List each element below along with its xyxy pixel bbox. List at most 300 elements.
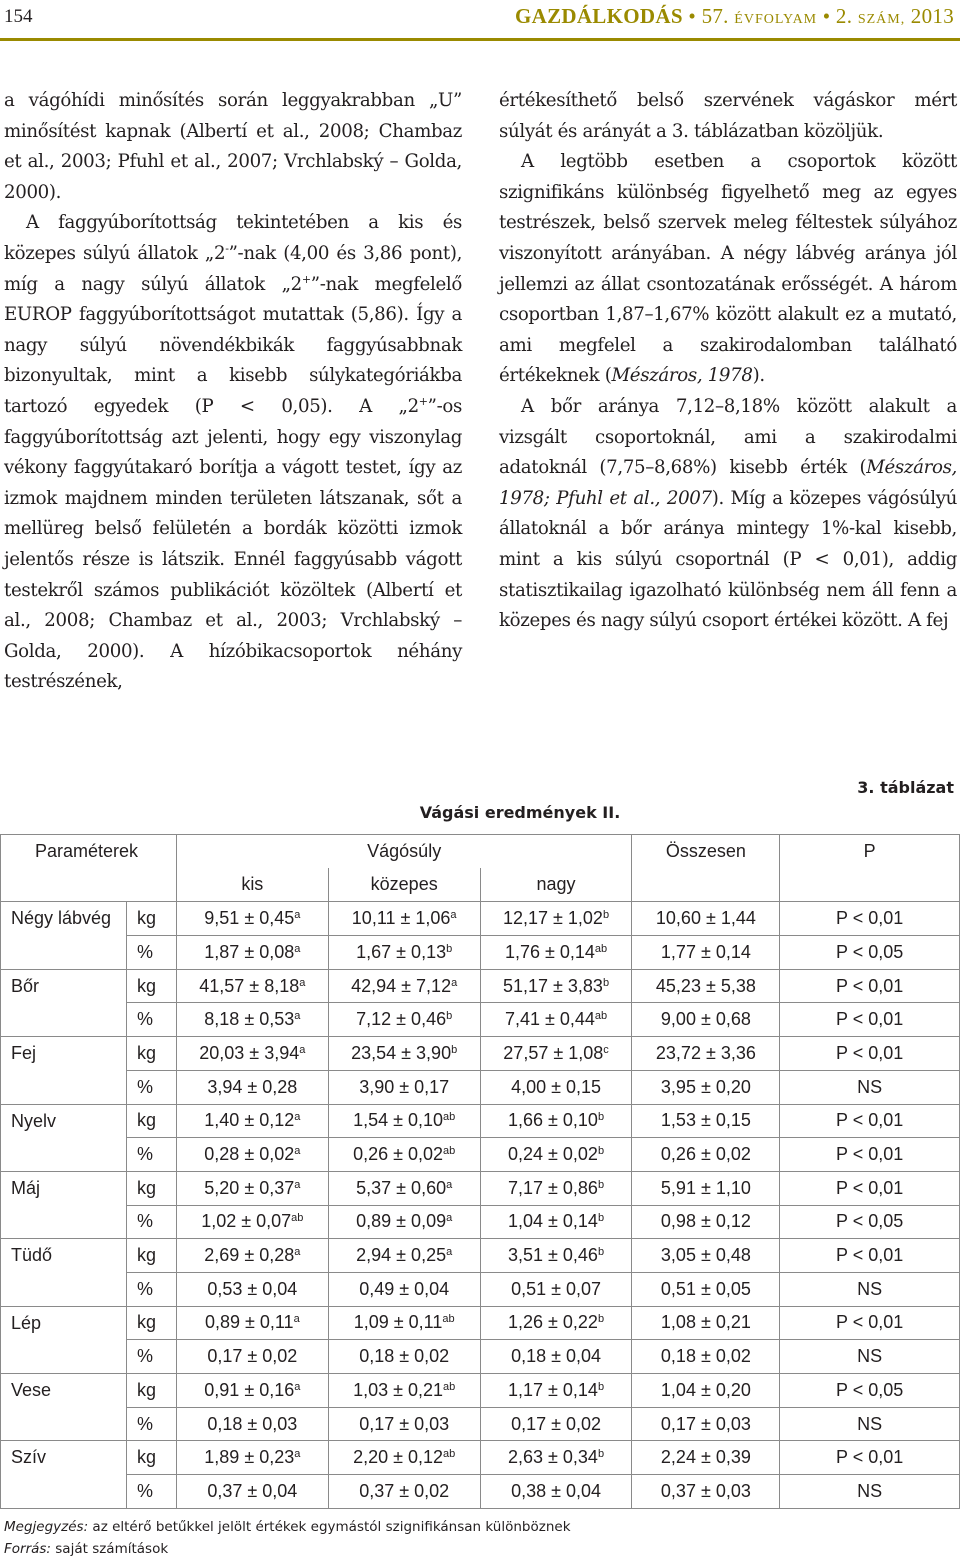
cell-osszesen-value: 5,91 ± 1,10 [660, 1177, 751, 1198]
cell-unit-value: % [136, 1076, 153, 1097]
cell-osszesen-value: 10,60 ± 1,44 [655, 908, 756, 929]
cell-kis [176, 1171, 328, 1205]
cell-kozepes-significance: ab [443, 1448, 456, 1461]
cell-parameter-value: Vese [11, 1380, 52, 1401]
cell-unit [126, 1374, 176, 1408]
volume-word: ÉVFOLYAM [734, 12, 818, 27]
cell-kozepes-value: 5,37 ± 0,60 [356, 1177, 447, 1198]
left-p2-part-b: ”-nak (4,00 és 3,86 pont), míg a nagy súlyú állatok „2 [4, 242, 462, 295]
cell-nagy [480, 1475, 632, 1509]
cell-unit [126, 1037, 176, 1071]
cell-osszesen [632, 902, 780, 936]
cell-osszesen [632, 1138, 780, 1172]
cell-nagy [480, 1104, 632, 1138]
cell-kozepes [328, 902, 480, 936]
cell-parameter-value: Fej [11, 1043, 37, 1064]
subheader-kozepes: közepes [328, 868, 480, 902]
cell-osszesen [632, 1037, 780, 1071]
cell-unit-value: kg [136, 1447, 156, 1468]
cell-nagy [480, 1138, 632, 1172]
cell-kozepes-significance: a [446, 1178, 453, 1191]
cell-kis [176, 1340, 328, 1374]
cell-osszesen-value: 0,18 ± 0,02 [660, 1346, 751, 1367]
cell-nagy [480, 1003, 632, 1037]
cell-osszesen-value: 1,08 ± 0,21 [660, 1312, 751, 1333]
cell-parameter [1, 1037, 127, 1071]
cell-nagy-significance: b [597, 1448, 605, 1461]
cell-parameter-value: Máj [11, 1177, 41, 1198]
table-row [1, 1138, 960, 1172]
cell-kis-significance: a [299, 1043, 306, 1056]
table-row [1, 1407, 960, 1441]
cell-kis-significance: a [294, 942, 301, 955]
cell-kis-value: 0,37 ± 0,04 [207, 1480, 298, 1501]
table-row [1, 1037, 960, 1071]
right-paragraph-2 [499, 147, 957, 392]
cell-osszesen-value: 0,26 ± 0,02 [660, 1144, 751, 1165]
header-osszesen: Összesen [632, 835, 780, 869]
table-row [1, 969, 960, 1003]
cell-p-value [780, 1037, 960, 1071]
cell-p-value-value: NS [857, 1480, 883, 1501]
cell-p-value-value: P < 0,01 [836, 1447, 904, 1468]
cell-osszesen-value: 0,17 ± 0,03 [660, 1413, 751, 1434]
cell-unit-value: kg [136, 1177, 156, 1198]
cell-parameter [1, 1407, 127, 1441]
cell-kis-significance: a [294, 1111, 301, 1124]
cell-unit-value: % [136, 1211, 153, 1232]
cell-kozepes-value: 7,12 ± 0,46 [356, 1009, 447, 1030]
cell-kis-value: 20,03 ± 3,94 [199, 1042, 300, 1063]
cell-kozepes [328, 969, 480, 1003]
cell-osszesen-value: 0,37 ± 0,03 [660, 1480, 751, 1501]
cell-parameter [1, 1475, 127, 1509]
cell-nagy [480, 1374, 632, 1408]
right-paragraph-3 [499, 392, 957, 637]
cell-kis-value: 8,18 ± 0,53 [204, 1009, 295, 1030]
cell-kozepes-value: 0,18 ± 0,02 [359, 1346, 450, 1367]
cell-kis-value: 1,87 ± 0,08 [204, 941, 295, 962]
cell-kis-value: 0,89 ± 0,11 [204, 1312, 294, 1333]
cell-p-value-value: P < 0,05 [836, 1379, 904, 1400]
superscript-plus-2: + [418, 394, 428, 408]
table-row [1, 1205, 960, 1239]
cell-kozepes-value: 0,89 ± 0,09 [356, 1211, 447, 1232]
cell-kis-significance: a [294, 1010, 301, 1023]
page-header [0, 0, 960, 40]
cell-kozepes [328, 1171, 480, 1205]
cell-kozepes-significance: ab [443, 1111, 456, 1124]
cell-kis-value: 1,40 ± 0,12 [204, 1110, 295, 1131]
cell-nagy-value: 1,66 ± 0,10 [508, 1110, 598, 1131]
cell-p-value-value: P < 0,01 [836, 1009, 904, 1030]
cell-kozepes-value: 0,26 ± 0,02 [353, 1144, 444, 1165]
cell-p-value-value: P < 0,01 [836, 1177, 904, 1198]
cell-p-value-value: P < 0,05 [836, 941, 904, 962]
cell-osszesen-value: 3,95 ± 0,20 [660, 1076, 751, 1097]
cell-kozepes-significance: b [451, 1043, 458, 1056]
cell-kozepes-value: 3,90 ± 0,17 [359, 1076, 450, 1097]
cell-osszesen [632, 1003, 780, 1037]
table-row [1, 1070, 960, 1104]
superscript-plus: + [301, 272, 311, 286]
footnote-note-text: az eltérő betűkkel jelölt értékek egymástól szignifikánsan különböznek [88, 1519, 571, 1535]
table-subheader-row [1, 868, 960, 902]
journal-name: GAZDÁLKODÁS [514, 4, 683, 28]
table-row [1, 936, 960, 970]
cell-nagy-significance: b [597, 1313, 605, 1326]
cell-osszesen [632, 1441, 780, 1475]
cell-p-value-value: NS [857, 1278, 883, 1299]
cell-kis [176, 1205, 328, 1239]
cell-unit-value: kg [136, 1312, 156, 1333]
cell-unit-value: kg [136, 1245, 156, 1266]
left-p2-part-c: ”-nak megfelelő EUROP faggyúborítottságot mutattak (5,86). Így a nagy súlyú növendékbikák faggyúsabbnak bizonyultak, mint a kisebb súlykategóriákba tartozó egyedek (P < 0,05). A „2 [4, 273, 463, 417]
table-row [1, 902, 960, 936]
cell-kis [176, 1070, 328, 1104]
cell-parameter-value: Nyelv [11, 1110, 57, 1131]
cell-kozepes-significance: a [450, 909, 457, 922]
cell-parameter [1, 902, 127, 936]
cell-unit-value: kg [136, 1042, 156, 1063]
left-paragraph-1: a vágóhídi minősítés során leggyakrabban „U” minősítést kapnak (Albertí et al., 2008; Chambaz et al., 2003; Pfuhl et al., 2007; Vrchlabský – Golda, 2000). [4, 90, 462, 203]
cell-nagy-value: 0,18 ± 0,04 [511, 1346, 602, 1367]
cell-osszesen-value: 3,05 ± 0,48 [660, 1245, 751, 1266]
year: 2013 [910, 4, 954, 28]
cell-p-value-value: P < 0,05 [836, 1211, 904, 1232]
cell-parameter-value: Szív [11, 1447, 47, 1468]
footnote-source-label: Forrás: [4, 1541, 51, 1557]
left-p2-part-a: A faggyúborítottság tekintetében a kis és közepes súlyú állatok „2 [4, 212, 462, 264]
cell-kozepes-significance: b [446, 1010, 453, 1023]
cell-osszesen [632, 1306, 780, 1340]
cell-kozepes-value: 2,20 ± 0,12 [353, 1447, 444, 1468]
cell-unit-value: % [136, 1346, 153, 1367]
cell-p-value-value: P < 0,01 [836, 1144, 904, 1165]
cell-nagy [480, 1272, 632, 1306]
cell-kozepes [328, 1306, 480, 1340]
cell-kis [176, 1272, 328, 1306]
cell-kis [176, 936, 328, 970]
cell-parameter [1, 1340, 127, 1374]
right-paragraph-1: értékesíthető belső szervének vágáskor mért súlyát és arányát a 3. táblázatban közöljük. [499, 90, 957, 142]
cell-nagy-value: 4,00 ± 0,15 [511, 1076, 602, 1097]
issue-number: 2. [835, 4, 853, 28]
cell-p-value [780, 1407, 960, 1441]
cell-kozepes-value: 42,94 ± 7,12 [351, 975, 452, 996]
table-row [1, 1374, 960, 1408]
cell-nagy-significance: b [597, 1246, 605, 1259]
cell-osszesen [632, 1239, 780, 1273]
cell-kis [176, 969, 328, 1003]
table-row [1, 1475, 960, 1509]
cell-parameter [1, 1374, 127, 1408]
cell-kis-value: 0,53 ± 0,04 [207, 1278, 298, 1299]
table-header-row [1, 835, 960, 869]
cell-kozepes-value: 0,17 ± 0,03 [359, 1413, 450, 1434]
cell-unit [126, 969, 176, 1003]
cell-kozepes-value: 2,94 ± 0,25 [356, 1245, 447, 1266]
cell-kis [176, 1374, 328, 1408]
cell-nagy-value: 3,51 ± 0,46 [508, 1245, 598, 1266]
table-row [1, 1171, 960, 1205]
cell-p-value [780, 1003, 960, 1037]
cell-unit-value: % [136, 1413, 153, 1434]
superscript-minus: - [225, 241, 229, 255]
cell-osszesen-value: 9,00 ± 0,68 [660, 1009, 751, 1030]
cell-parameter-value: Bőr [11, 975, 40, 996]
cell-nagy-value: 27,57 ± 1,08 [503, 1042, 604, 1063]
cell-nagy [480, 1070, 632, 1104]
cell-nagy-value: 1,04 ± 0,14 [508, 1211, 598, 1232]
header-parameters: Paraméterek [1, 835, 177, 869]
citation: Mészáros, 1978 [611, 365, 753, 387]
bullet-separator-2: • [822, 4, 831, 28]
cell-unit [126, 902, 176, 936]
bullet-separator: • [688, 4, 697, 28]
cell-kozepes-significance: ab [443, 1145, 456, 1158]
cell-nagy-value: 1,76 ± 0,14 [504, 941, 595, 962]
cell-osszesen-value: 2,24 ± 0,39 [660, 1447, 751, 1468]
footnote-note-label: Megjegyzés: [4, 1519, 89, 1535]
left-paragraph-2 [4, 208, 462, 698]
cell-nagy-value: 2,63 ± 0,34 [508, 1447, 598, 1468]
cell-unit-value: % [136, 1480, 153, 1501]
cell-p-value [780, 1104, 960, 1138]
cell-p-value [780, 1138, 960, 1172]
volume-number: 57. [701, 4, 729, 28]
cell-nagy-value: 51,17 ± 3,83 [502, 975, 603, 996]
right-p2-part-a: A legtöbb esetben a csoportok között szignifikáns különbség figyelhető meg az egyes testrészek, belső szervek meleg féltestek súlyához viszonyított arányában. A négy lábvég aránya jól jellemzi az állat csontozatának erősségét. A három csoportban 1,87–1,67% között alakult ez a mutató, ami megfelel a szakirodalomban található értékeknek ( [499, 151, 957, 387]
subheader-empty-2 [632, 868, 780, 902]
cell-unit [126, 1407, 176, 1441]
cell-kozepes-significance: a [446, 1246, 453, 1259]
cell-nagy-value: 1,26 ± 0,22 [508, 1312, 598, 1333]
cell-unit-value: kg [136, 908, 156, 929]
table-row [1, 1441, 960, 1475]
cell-kis-value: 1,02 ± 0,07 [201, 1211, 292, 1232]
subheader-nagy: nagy [480, 868, 632, 902]
cell-kis-value: 2,69 ± 0,28 [204, 1245, 295, 1266]
cell-parameter-value: Tüdő [11, 1245, 53, 1266]
cell-kis-value: 9,51 ± 0,45 [204, 908, 295, 929]
cell-nagy-significance: ab [594, 1010, 608, 1023]
cell-kis-significance: a [299, 976, 306, 989]
cell-kozepes [328, 1340, 480, 1374]
left-column [4, 86, 462, 698]
table-title: Vágási eredmények II. [419, 803, 621, 822]
cell-osszesen [632, 1171, 780, 1205]
cell-kozepes [328, 1070, 480, 1104]
cell-nagy [480, 1306, 632, 1340]
cell-kozepes-value: 0,37 ± 0,02 [359, 1480, 450, 1501]
cell-parameter [1, 969, 127, 1003]
right-column [499, 86, 957, 637]
cell-p-value-value: NS [857, 1413, 883, 1434]
cell-p-value [780, 1441, 960, 1475]
cell-nagy [480, 902, 632, 936]
cell-unit-value: kg [136, 975, 156, 996]
cell-p-value [780, 936, 960, 970]
cell-p-value [780, 1239, 960, 1273]
journal-running-title [515, 4, 954, 29]
cell-osszesen [632, 1272, 780, 1306]
cell-kozepes-significance: a [446, 1212, 453, 1225]
cell-p-value [780, 969, 960, 1003]
table-row [1, 1104, 960, 1138]
cell-kis [176, 1407, 328, 1441]
cell-kozepes [328, 1205, 480, 1239]
cell-kozepes [328, 1037, 480, 1071]
cell-parameter [1, 1171, 127, 1205]
cell-kis [176, 1138, 328, 1172]
cell-kozepes-significance: b [446, 942, 453, 955]
footnote-source-text: saját számítások [50, 1541, 169, 1557]
table-label: 3. táblázat [857, 778, 954, 797]
cell-nagy-value: 0,17 ± 0,02 [511, 1413, 602, 1434]
cell-kozepes [328, 936, 480, 970]
cell-osszesen-value: 23,72 ± 3,36 [655, 1042, 756, 1063]
cell-kozepes-significance: a [451, 976, 458, 989]
cell-nagy-significance: b [597, 1111, 605, 1124]
cell-unit [126, 1306, 176, 1340]
cell-kozepes-value: 1,03 ± 0,21 [353, 1379, 444, 1400]
cell-p-value-value: P < 0,01 [836, 1245, 904, 1266]
cell-osszesen-value: 0,51 ± 0,05 [660, 1278, 751, 1299]
cell-osszesen-value: 1,53 ± 0,15 [660, 1110, 751, 1131]
cell-osszesen [632, 1475, 780, 1509]
cell-kozepes-value: 0,49 ± 0,04 [359, 1278, 450, 1299]
table-row [1, 1306, 960, 1340]
cell-unit [126, 1104, 176, 1138]
cell-kozepes [328, 1374, 480, 1408]
cell-nagy-value: 0,38 ± 0,04 [511, 1480, 602, 1501]
cell-parameter [1, 1441, 127, 1475]
cell-osszesen [632, 1104, 780, 1138]
cell-kis-value: 0,28 ± 0,02 [204, 1144, 295, 1165]
cell-p-value-value: P < 0,01 [836, 1312, 904, 1333]
cell-p-value [780, 1070, 960, 1104]
header-rule [0, 38, 960, 41]
cell-kozepes [328, 1441, 480, 1475]
cell-osszesen [632, 1340, 780, 1374]
cell-osszesen-value: 1,04 ± 0,20 [660, 1379, 751, 1400]
cell-parameter [1, 1104, 127, 1138]
table-row [1, 1272, 960, 1306]
cell-kis-value: 0,17 ± 0,02 [207, 1346, 298, 1367]
cell-nagy-significance: b [602, 909, 610, 922]
cell-parameter [1, 1306, 127, 1340]
subheader-empty [1, 868, 177, 902]
cell-nagy [480, 1407, 632, 1441]
cell-parameter [1, 1205, 127, 1239]
cell-nagy-value: 0,51 ± 0,07 [511, 1278, 602, 1299]
cell-kozepes [328, 1104, 480, 1138]
cell-kis-significance: a [294, 1246, 301, 1259]
cell-p-value [780, 1475, 960, 1509]
cell-unit [126, 1003, 176, 1037]
issue-word: SZÁM, [857, 12, 906, 27]
cell-parameter-value: Négy lábvég [11, 908, 112, 929]
cell-parameter [1, 936, 127, 970]
cell-kozepes [328, 1272, 480, 1306]
cell-kozepes-value: 1,54 ± 0,10 [353, 1110, 444, 1131]
cell-unit [126, 1340, 176, 1374]
cell-p-value-value: NS [857, 1346, 883, 1367]
cell-kis [176, 1475, 328, 1509]
cell-nagy-value: 7,41 ± 0,44 [504, 1009, 595, 1030]
cell-nagy [480, 1239, 632, 1273]
cell-nagy [480, 1205, 632, 1239]
cell-nagy-value: 7,17 ± 0,86 [508, 1177, 598, 1198]
cell-unit-value: % [136, 1144, 153, 1165]
cell-kis-significance: a [294, 1380, 301, 1393]
cell-kis-significance: a [294, 1145, 301, 1158]
cell-p-value [780, 1306, 960, 1340]
cell-nagy-significance: c [603, 1043, 609, 1056]
cell-p-value [780, 1340, 960, 1374]
cell-parameter [1, 1070, 127, 1104]
cell-nagy-significance: ab [594, 942, 608, 955]
cell-kozepes-value: 1,09 ± 0,11 [353, 1312, 443, 1333]
cell-osszesen [632, 1407, 780, 1441]
cell-nagy-significance: b [602, 976, 610, 989]
cell-nagy-significance: b [597, 1212, 605, 1225]
cell-p-value-value: P < 0,01 [836, 1042, 904, 1063]
page-number: 154 [4, 6, 33, 27]
cell-kis [176, 1003, 328, 1037]
cell-unit-value: kg [136, 1110, 156, 1131]
cell-parameter [1, 1003, 127, 1037]
cell-p-value-value: P < 0,01 [836, 1110, 904, 1131]
cell-kis [176, 1104, 328, 1138]
cell-kis [176, 1441, 328, 1475]
cell-unit [126, 1475, 176, 1509]
cell-osszesen [632, 936, 780, 970]
header-p: P [780, 835, 960, 869]
subheader-kis: kis [176, 868, 328, 902]
cell-p-value-value: P < 0,01 [836, 908, 904, 929]
cell-p-value [780, 1272, 960, 1306]
cell-kozepes-value: 10,11 ± 1,06 [351, 908, 451, 929]
cell-unit [126, 1205, 176, 1239]
cell-p-value-value: P < 0,01 [836, 975, 904, 996]
cell-unit-value: % [136, 1278, 153, 1299]
table-row [1, 1340, 960, 1374]
cell-kozepes [328, 1407, 480, 1441]
footnote-source [4, 1541, 168, 1557]
right-p2-part-b: ). [752, 365, 765, 387]
cell-nagy-significance: b [597, 1380, 605, 1393]
cell-kis-significance: a [294, 1178, 301, 1191]
table-row [1, 1003, 960, 1037]
cell-kis [176, 1306, 328, 1340]
cell-kozepes-value: 23,54 ± 3,90 [351, 1042, 452, 1063]
cell-osszesen-value: 1,77 ± 0,14 [660, 941, 751, 962]
cell-nagy [480, 1037, 632, 1071]
cell-kozepes [328, 1138, 480, 1172]
citation-2: Mészáros, 1978; Pfuhl et al., 2007 [499, 457, 957, 509]
cell-p-value [780, 902, 960, 936]
cell-kis-value: 1,89 ± 0,23 [204, 1447, 295, 1468]
cell-osszesen [632, 1205, 780, 1239]
cell-kis-value: 0,18 ± 0,03 [207, 1413, 298, 1434]
cell-unit [126, 1441, 176, 1475]
cell-kis-value: 3,94 ± 0,28 [207, 1076, 298, 1097]
cell-nagy [480, 1340, 632, 1374]
cell-nagy [480, 1441, 632, 1475]
cell-kis [176, 902, 328, 936]
